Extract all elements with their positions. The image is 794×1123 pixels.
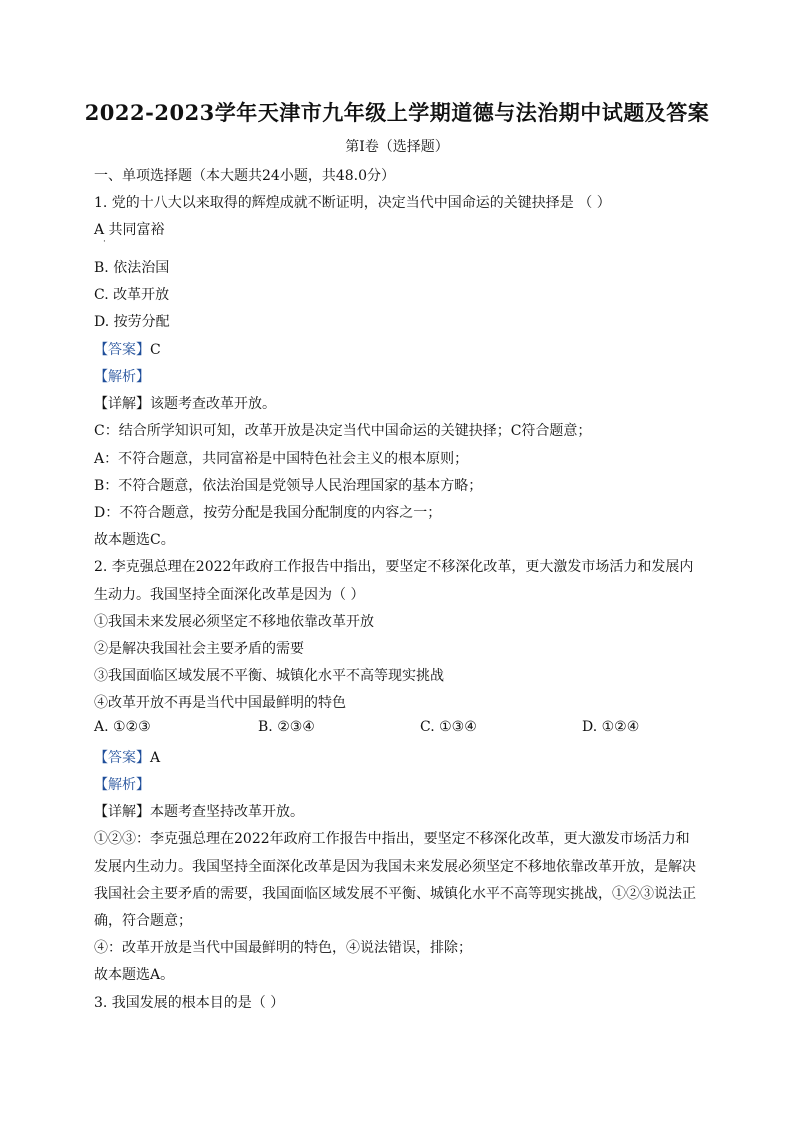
question-2-option-b: B. ②③④ — [258, 719, 315, 735]
question-2-option-c: C. ①③④ — [420, 719, 477, 735]
question-2-item: ②是解决我国社会主要矛盾的需要 — [94, 641, 304, 657]
answer-tag: 【答案】 — [94, 342, 150, 358]
question-2-explanation-line: 我国社会主要矛盾的需要，我国面临区域发展不平衡、城镇化水平不高等现实挑战，①②③说法正 — [94, 886, 696, 902]
question-3-stem: 3. 我国发展的根本目的是（ ） — [94, 995, 285, 1011]
question-2-analysis-tag — [94, 774, 150, 794]
question-2-explanation-line: 发展内生动力。我国坚持全面深化改革是因为我国未来发展必须坚定不移地依靠改革开放，是解决 — [94, 859, 696, 875]
question-2-explanation-line: ①②③：李克强总理在2022年政府工作报告中指出，要坚定不移深化改革，更大激发市场活力和 — [94, 831, 690, 847]
stray-dot-mark: · — [103, 237, 106, 247]
question-2-option-d: D. ①②④ — [582, 719, 640, 735]
section-heading: 一、单项选择题（本大题共24小题，共48.0分） — [94, 168, 395, 184]
question-2-explanation-line: 确，符合题意； — [94, 913, 192, 929]
question-2-explanation-line: ④：改革开放是当代中国最鲜明的特色，④说法错误，排除； — [94, 940, 472, 956]
question-2-detail — [94, 801, 304, 821]
question-2-item: ①我国未来发展必须坚定不移地依靠改革开放 — [94, 614, 374, 630]
question-1-explanation-line: C：结合所学知识可知，改革开放是决定当代中国命运的关键抉择；C符合题意； — [94, 423, 592, 439]
answer-tag: 【答案】 — [94, 750, 150, 766]
page-title: 2022-2023学年天津市九年级上学期道德与法治期中试题及答案 — [84, 100, 710, 125]
question-1-answer — [94, 339, 161, 359]
detail-text: 该题考查改革开放。 — [150, 396, 276, 412]
detail-text: 本题考查坚持改革开放。 — [150, 804, 304, 820]
detail-tag: 【详解】 — [94, 804, 150, 820]
question-2-stem-line: 生动力。我国坚持全面深化改革是因为（ ） — [94, 587, 365, 603]
answer-value: C — [150, 342, 161, 358]
question-2-stem-line: 2. 李克强总理在2022年政府工作报告中指出，要坚定不移深化改革，更大激发市场活力和发展内 — [94, 559, 694, 575]
analysis-tag: 【解析】 — [94, 369, 150, 385]
answer-value: A — [150, 750, 161, 766]
question-1-explanation-line: B：不符合题意，依法治国是党领导人民治理国家的基本方略； — [94, 478, 483, 494]
question-1-option-b: B. 依法治国 — [94, 260, 170, 276]
question-1-conclusion: 故本题选C。 — [94, 532, 175, 548]
question-1-explanation-line: D：不符合题意，按劳分配是我国分配制度的内容之一； — [94, 505, 442, 521]
question-1-explanation-line: A：不符合题意，共同富裕是中国特色社会主义的根本原则； — [94, 451, 469, 467]
detail-tag: 【详解】 — [94, 396, 150, 412]
question-1-option-c: C. 改革开放 — [94, 287, 170, 303]
question-2-answer — [94, 747, 160, 767]
question-1-stem: 1. 党的十八大以来取得的辉煌成就不断证明，决定当代中国命运的关键抉择是 （ ） — [94, 195, 611, 211]
question-2-option-a: A. ①②③ — [94, 719, 151, 735]
question-2-item: ④改革开放不再是当代中国最鲜明的特色 — [94, 695, 346, 711]
page-subtitle: 第I卷（选择题） — [345, 139, 449, 155]
question-2-conclusion: 故本题选A。 — [94, 967, 175, 983]
question-2-item: ③我国面临区域发展不平衡、城镇化水平不高等现实挑战 — [94, 668, 444, 684]
question-1-detail — [94, 393, 276, 413]
question-1-analysis-tag — [94, 366, 150, 386]
question-1-option-d: D. 按劳分配 — [94, 314, 170, 330]
question-1-option-a: A 共同富裕 — [94, 222, 165, 238]
analysis-tag: 【解析】 — [94, 777, 150, 793]
